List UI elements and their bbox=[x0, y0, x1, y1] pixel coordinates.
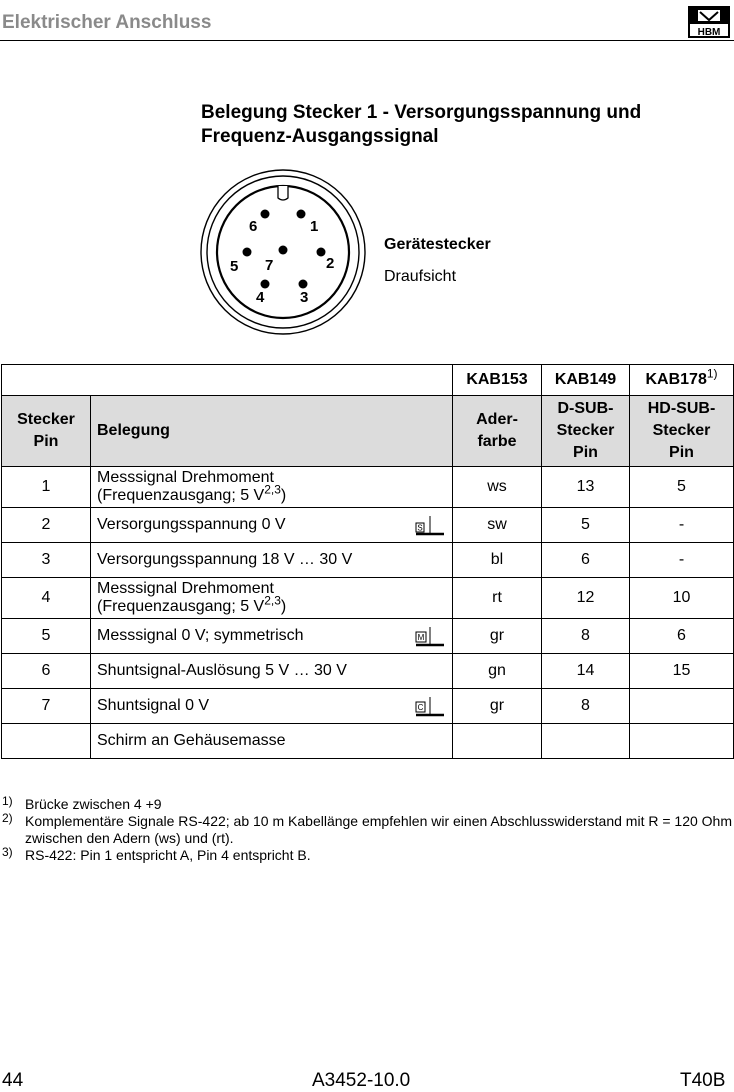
ground-symbol-s-icon bbox=[414, 514, 446, 538]
header-rule bbox=[0, 40, 734, 41]
cell-hdsub bbox=[630, 724, 734, 759]
table-row-pin-3 bbox=[2, 543, 734, 578]
cell-color: sw bbox=[453, 508, 542, 543]
cell-pin bbox=[2, 724, 91, 759]
cell-dsub: 8 bbox=[542, 619, 630, 654]
cell-hdsub bbox=[630, 689, 734, 724]
section-title bbox=[201, 101, 721, 149]
col-header-color: Ader- farbe bbox=[453, 396, 542, 467]
cell-hdsub: 10 bbox=[630, 578, 734, 619]
pin-5-dot bbox=[243, 248, 252, 257]
cell-pin: 6 bbox=[2, 654, 91, 689]
cell-hdsub: - bbox=[630, 508, 734, 543]
pin-label-3: 3 bbox=[300, 289, 309, 306]
header-title: Elektrischer Anschluss bbox=[2, 12, 212, 33]
cable-kab178-label: KAB178 bbox=[645, 371, 707, 388]
cell-pin: 5 bbox=[2, 619, 91, 654]
footer-product: T40B bbox=[680, 1070, 726, 1091]
pin-label-6: 6 bbox=[249, 218, 258, 235]
hbm-logo-text: HBM bbox=[697, 27, 721, 38]
cell-assignment: Messsignal Drehmoment (Frequenzausgang; 5 V$^{2,3}$) bbox=[91, 467, 453, 508]
cell-dsub: 5 bbox=[542, 508, 630, 543]
cell-hdsub: 5 bbox=[630, 467, 734, 508]
svg-text:C: C bbox=[417, 703, 424, 712]
cell-color: bl bbox=[453, 543, 542, 578]
footer-doc-id: A3452-10.0 bbox=[312, 1070, 411, 1091]
pin-label-2: 2 bbox=[326, 255, 335, 272]
pin-label-7: 7 bbox=[265, 257, 274, 274]
connector-diagram bbox=[198, 168, 368, 336]
pin-label-5: 5 bbox=[230, 258, 239, 275]
cell-color: gr bbox=[453, 689, 542, 724]
cable-kab149: KAB149 bbox=[542, 365, 630, 396]
section-title-line1: Belegung Stecker 1 - Versorgungsspannung und bbox=[201, 102, 642, 123]
footer-page-number: 44 bbox=[2, 1070, 24, 1091]
cell-assignment: Versorgungsspannung 18 V … 30 V bbox=[91, 543, 453, 578]
svg-text:S: S bbox=[417, 523, 423, 533]
cell-assignment: Shuntsignal-Auslösung 5 V … 30 V bbox=[91, 654, 453, 689]
cell-color: ws bbox=[453, 467, 542, 508]
table-row-pin-5 bbox=[2, 619, 734, 654]
table-row-shield bbox=[2, 724, 734, 759]
svg-text:M: M bbox=[417, 633, 425, 642]
cell-dsub bbox=[542, 724, 630, 759]
cell-dsub: 8 bbox=[542, 689, 630, 724]
cell-assignment: Versorgungsspannung 0 V S bbox=[91, 508, 453, 543]
table-row-pin-2 bbox=[2, 508, 734, 543]
cable-header-blank bbox=[2, 365, 453, 396]
cell-pin: 1 bbox=[2, 467, 91, 508]
pin-4-dot bbox=[261, 280, 270, 289]
pin-6-dot bbox=[261, 210, 270, 219]
cable-kab178-note: 1) bbox=[706, 366, 718, 381]
cell-color: rt bbox=[453, 578, 542, 619]
column-header-row bbox=[2, 396, 734, 467]
col-header-pin: Stecker Pin bbox=[2, 396, 91, 467]
footnotes bbox=[2, 796, 732, 864]
cell-color: gr bbox=[453, 619, 542, 654]
cell-assignment: Messsignal Drehmoment (Frequenzausgang; 5 V$^{2,3}$) bbox=[91, 578, 453, 619]
connector-key-notch bbox=[278, 186, 288, 200]
pin-label-1: 1 bbox=[310, 218, 319, 235]
pin-2-dot bbox=[317, 248, 326, 257]
cell-assignment: Shuntsignal 0 V C bbox=[91, 689, 453, 724]
cell-dsub: 6 bbox=[542, 543, 630, 578]
col-header-assignment: Belegung bbox=[91, 396, 453, 467]
cell-pin: 2 bbox=[2, 508, 91, 543]
pin-7-dot bbox=[279, 246, 288, 255]
cable-kab153: KAB153 bbox=[453, 365, 542, 396]
pin-1-dot bbox=[297, 210, 306, 219]
cell-pin: 3 bbox=[2, 543, 91, 578]
connector-sublabel: Draufsicht bbox=[384, 268, 457, 285]
cable-header-row bbox=[2, 365, 734, 396]
cell-color: gn bbox=[453, 654, 542, 689]
cell-hdsub: 15 bbox=[630, 654, 734, 689]
cell-dsub: 13 bbox=[542, 467, 630, 508]
table-row-pin-6 bbox=[2, 654, 734, 689]
ground-symbol-m-icon bbox=[414, 625, 446, 649]
hbm-logo bbox=[688, 6, 730, 38]
col-header-hdsub: HD-SUB- Stecker Pin bbox=[630, 396, 734, 467]
footnote-1: 1) Brücke zwischen 4 +9 bbox=[2, 794, 162, 812]
table-row-pin-4 bbox=[2, 578, 734, 619]
cell-dsub: 12 bbox=[542, 578, 630, 619]
col-header-dsub: D-SUB- Stecker Pin bbox=[542, 396, 630, 467]
table-row-pin-1 bbox=[2, 467, 734, 508]
section-title-line2: Frequenz-Ausgangssignal bbox=[201, 126, 439, 147]
cell-assignment: Messsignal 0 V; symmetrisch M bbox=[91, 619, 453, 654]
cell-hdsub: 6 bbox=[630, 619, 734, 654]
cable-kab178 bbox=[630, 365, 734, 396]
footnote-2: 2) Komplementäre Signale RS-422; ab 10 m Kabellänge empfehlen wir einen Abschlusswiderstand mit R = 120 Ohm zwischen den Adern (ws) und (rt). bbox=[2, 811, 732, 846]
cell-color bbox=[453, 724, 542, 759]
table-row-pin-7 bbox=[2, 689, 734, 724]
cell-assignment: Schirm an Gehäusemasse bbox=[91, 724, 453, 759]
footnote-3: 3) RS-422: Pin 1 entspricht A, Pin 4 entspricht B. bbox=[2, 845, 311, 863]
pin-3-dot bbox=[299, 280, 308, 289]
pin-label-4: 4 bbox=[256, 289, 265, 306]
cell-pin: 4 bbox=[2, 578, 91, 619]
cell-hdsub: - bbox=[630, 543, 734, 578]
cell-pin: 7 bbox=[2, 689, 91, 724]
pin-assignment-table bbox=[1, 364, 734, 759]
connector-label: Gerätestecker bbox=[384, 236, 491, 253]
ground-symbol-c-icon bbox=[414, 695, 446, 719]
cell-dsub: 14 bbox=[542, 654, 630, 689]
